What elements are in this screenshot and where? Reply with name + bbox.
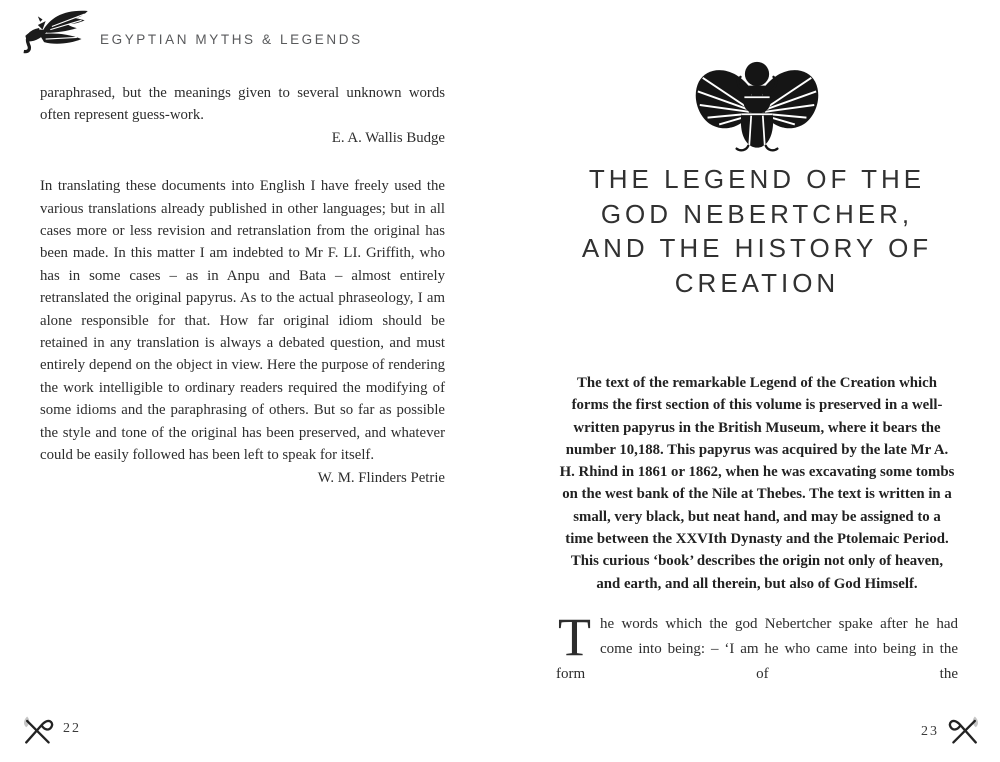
chapter-ornament	[556, 58, 958, 152]
book-title: EGYPTIAN MYTHS & LEGENDS	[100, 31, 363, 47]
page-number: 23	[921, 723, 939, 739]
page-number: 22	[63, 721, 81, 736]
body-paragraph: paraphrased, but the meanings given to several unknown words often represent guess-work.	[40, 85, 445, 124]
chapter-intro: The text of the remarkable Legend of the Creation which forms the first section of this volume is preserved in a well-written papyrus in the British Museum, where it bears the number 10,188. This papyrus was acquired by the late Mr A. H. Rhind in 1861 or 1862, when he was excavating some tombs on the west bank of the Nile at Thebes. The text is written in a small, very black, but neat hand, and may be assigned to a time between the XXVIth Dynasty and the Ptolemaic Period. This curious ‘book’ describes the origin not only of heaven, and earth, and all therein, but also of God Himself.	[559, 375, 955, 592]
right-page	[556, 0, 958, 687]
crook-and-flail-icon	[20, 712, 54, 746]
attribution-petrie: W. M. Flinders Petrie	[317, 469, 445, 486]
right-folio	[921, 712, 982, 751]
running-head	[16, 6, 363, 58]
attribution-budge: E. A. Wallis Budge	[331, 129, 445, 146]
winged-scarab-icon	[693, 58, 821, 152]
opening-paragraph	[556, 606, 958, 687]
crook-and-flail-icon	[948, 712, 982, 746]
left-page	[40, 82, 445, 489]
winged-goose-icon	[16, 6, 94, 58]
left-folio	[20, 712, 81, 746]
drop-cap: T	[558, 606, 591, 667]
chapter-title-line: AND THE HISTORY OF	[581, 233, 933, 263]
chapter-title-line: THE LEGEND OF THE	[588, 164, 926, 194]
body-paragraph: In translating these documents into English I have freely used the various translations already published in other languages; but in all cases more or less revision and retranslation from the original has been made. In this matter I am indebted to Mr F. LI. Griffith, who has in some cases – as in Anpu and Bata – almost entirely retranslated the original papyrus. As to the actual phraseology, I am alone responsible for that. How far original idiom should be retained in any translation is always a debated question, and must entirely depend on the object in view. Here the purpose of rendering the work intelligible to ordinary readers required the modifying of some idioms and the paraphrasing of others. But so far as possible the style and tone of the original has been preserved, and whatever could be easily followed has been left to speak for itself.	[40, 178, 445, 464]
chapter-title-line: CREATION	[674, 267, 840, 298]
chapter-title	[556, 162, 958, 300]
opening-text: he words which the god Nebertcher spake after he had come into being: – ‘I am he who came into being in the form of the	[556, 615, 958, 682]
chapter-title-line: GOD NEBERTCHER,	[600, 198, 914, 229]
